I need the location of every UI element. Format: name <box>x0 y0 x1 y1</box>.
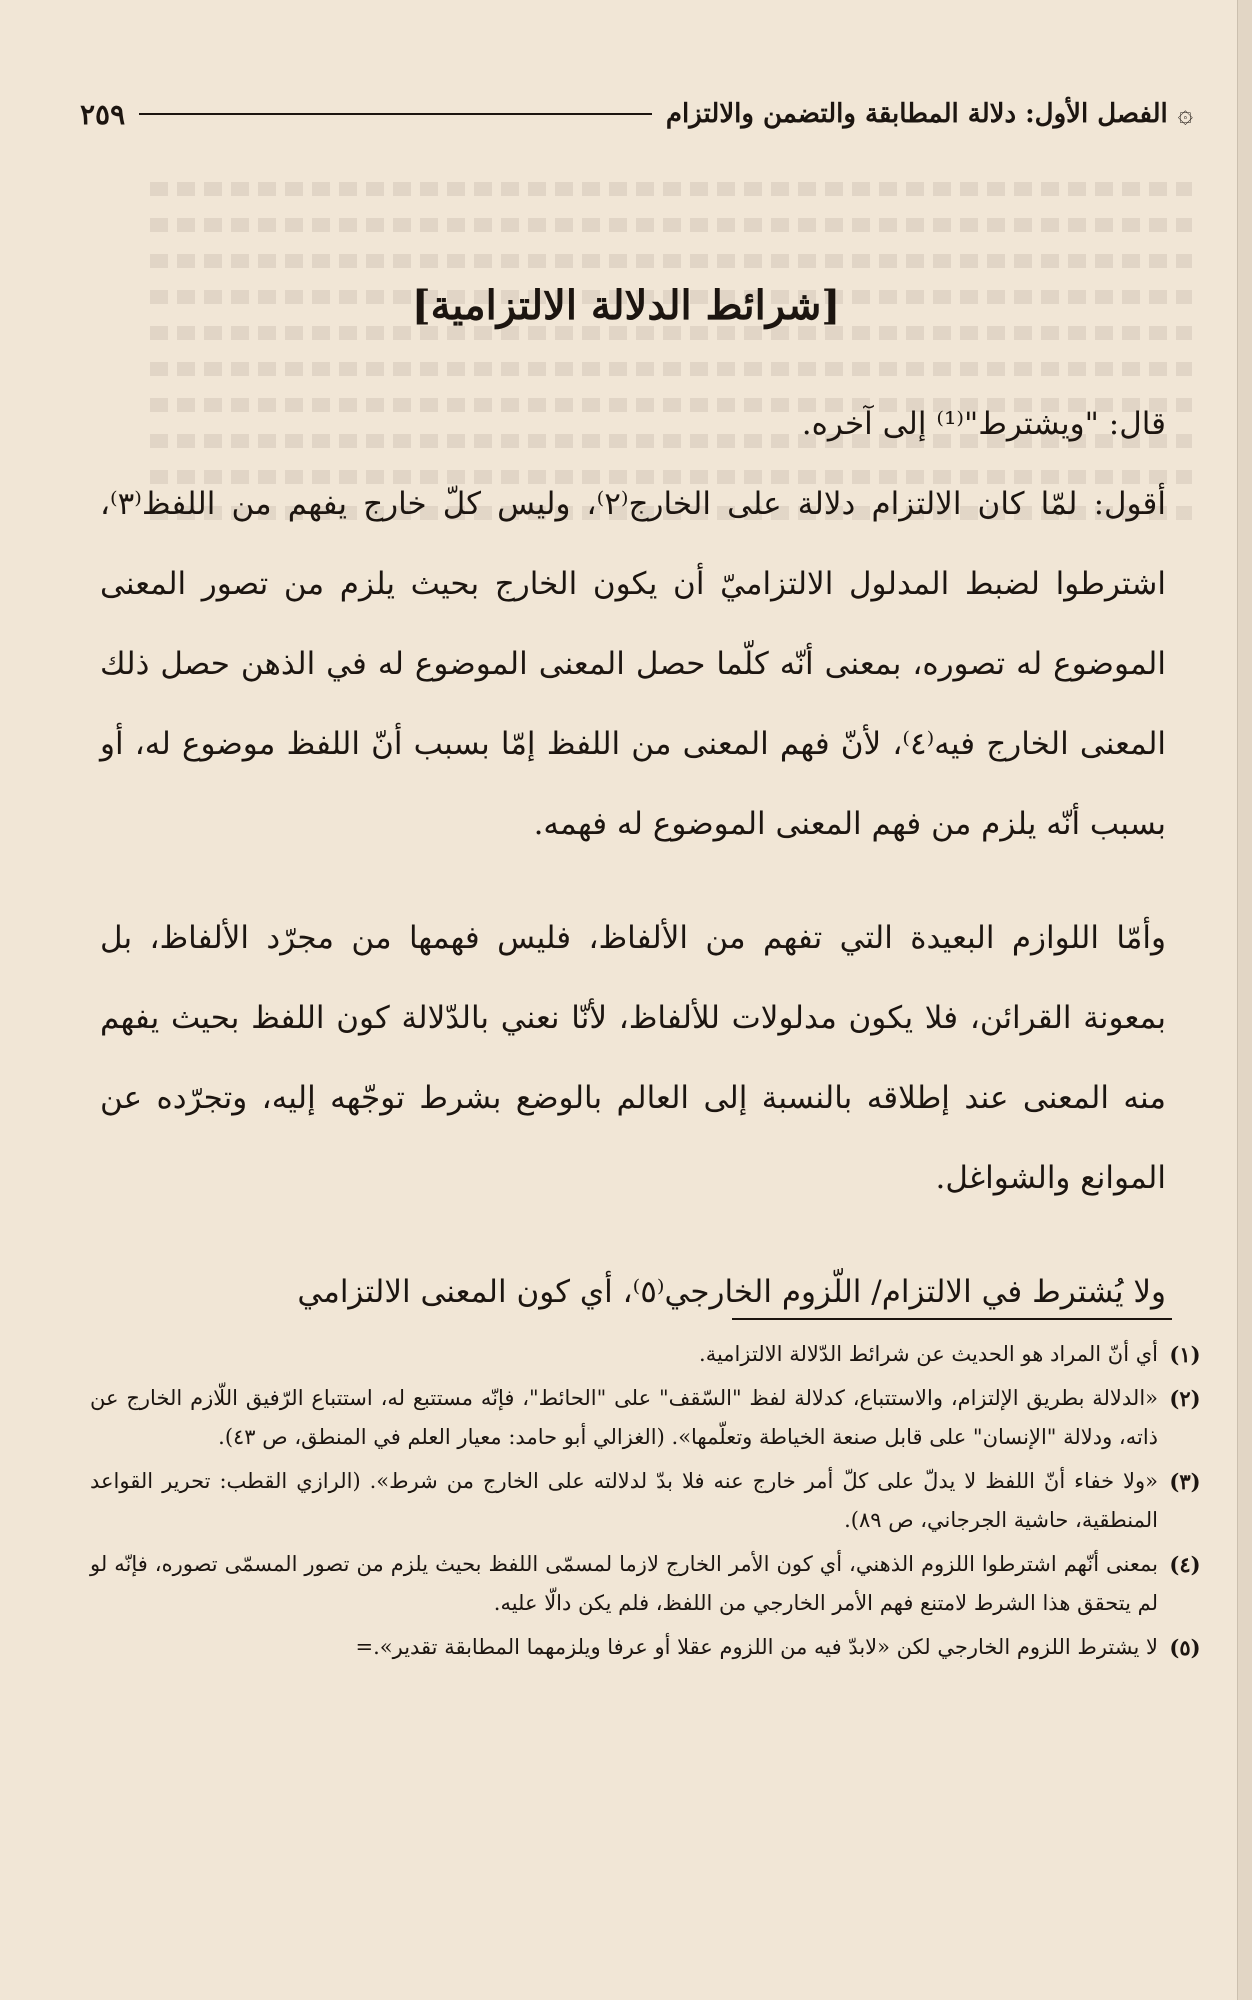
main-text <box>100 384 1166 1332</box>
running-title: الفصل الأول: دلالة المطابقة والتضمن والالتزام <box>665 99 1168 129</box>
running-header <box>80 92 1197 136</box>
paragraph: وأمّا اللوازم البعيدة التي تفهم من الألفاظ، فليس فهمها من مجرّد الألفاظ، بل بمعونة القرائن، فلا يكون مدلولات للألفاظ، لأنّا نعني بالدّلالة كون اللفظ بحيث يفهم منه المعنى عند إطلاقه بالنسبة إلى العالم بالوضع بشرط توجّهه إليه، وتجرّده عن الموانع والشواغل. <box>100 920 1166 1196</box>
footnote-number: (٤) <box>1169 1552 1201 1577</box>
footnote <box>90 1379 1212 1457</box>
footnote-number: (٣) <box>1169 1469 1201 1494</box>
footnote <box>90 1462 1212 1540</box>
footnotes <box>90 1330 1212 1667</box>
footnote-number: (١) <box>1169 1342 1201 1367</box>
footnote <box>90 1335 1212 1374</box>
paragraph: أقول: لمّا كان الالتزام دلالة على الخارج⁽٢⁾، وليس كلّ خارج يفهم من اللفظ⁽٣⁾، اشترطوا لضبط المدلول الالتزاميّ أن يكون الخارج بحيث يلزم من تصور المعنى الموضوع له تصوره، بمعنى أنّه كلّما حصل المعنى الموضوع له في الذهن حصل ذلك المعنى الخارج فيه⁽٤⁾، لأنّ فهم المعنى من اللفظ إمّا بسبب أنّ اللفظ موضوع له، أو بسبب أنّه يلزم من فهم المعنى الموضوع له فهمه. <box>100 486 1166 842</box>
section-title: [شرائط الدلالة الالتزامية] <box>411 282 841 329</box>
footnote-text: لا يشترط اللزوم الخارجي لكن «لابدّ فيه من اللزوم عقلا أو عرفا ويلزمهما المطابقة تقدير».= <box>355 1635 1158 1659</box>
page-number: ٢٥٩ <box>80 97 126 131</box>
footnote-text: «الدلالة بطريق الإلتزام، والاستتباع، كدلالة لفظ "السّقف" على "الحائط"، فإنّه مستتبع له، استتباع الرّفيق اللّازم الخارج عن ذاته، ودلالة "الإنسان" على قابل صنعة الخياطة وتعلّمها». (الغزالي أبو حامد: معيار العلم في المنطق، ص ٤٣). <box>90 1386 1158 1449</box>
footnote <box>90 1628 1212 1667</box>
ornament-icon: ۞ <box>1177 99 1193 129</box>
header-rule <box>139 113 652 115</box>
footnote-text: أي أنّ المراد هو الحديث عن شرائط الدّلالة الالتزامية. <box>699 1342 1158 1366</box>
footnote-separator <box>732 1318 1172 1320</box>
paragraph: ولا يُشترط في الالتزام/ اللّزوم الخارجي⁽٥⁾، أي كون المعنى الالتزامي <box>297 1274 1166 1310</box>
footnote-text: بمعنى أنّهم اشترطوا اللزوم الذهني، أي كون الأمر الخارج لازما لمسمّى اللفظ بحيث يلزم من تصور المسمّى تصوره، فإنّه لو لم يتحقق هذا الشرط لامتنع فهم الأمر الخارجي من اللفظ، فلم يكن دالّا عليه. <box>90 1552 1158 1615</box>
footnote-text: «ولا خفاء أنّ اللفظ لا يدلّ على كلّ أمر خارج عنه فلا بدّ لدلالته على الخارج من شرط». (الرازي القطب: تحرير القواعد المنطقية، حاشية الجرجاني، ص ٨٩). <box>90 1469 1158 1532</box>
footnote <box>90 1545 1212 1623</box>
footnote-number: (٥) <box>1169 1635 1201 1660</box>
footnote-number: (٢) <box>1169 1386 1201 1411</box>
paragraph: قال: "ويشترط"⁽¹⁾ إلى آخره. <box>801 406 1166 442</box>
